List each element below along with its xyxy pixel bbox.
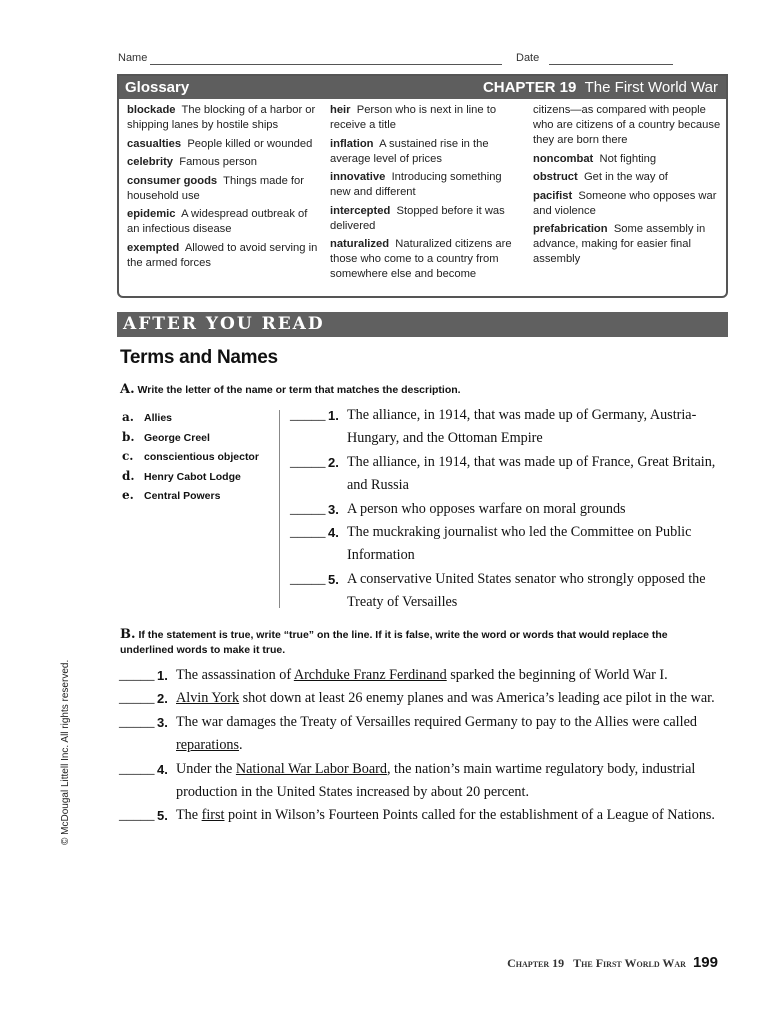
glossary-entry xyxy=(533,170,723,185)
question-text xyxy=(176,690,715,706)
footer-title: The First World War xyxy=(573,956,686,970)
question-text: A person who opposes warfare on moral grounds xyxy=(347,500,626,517)
glossary-definition: A sustained rise in the average level of prices xyxy=(330,137,489,165)
glossary-entry xyxy=(127,155,319,170)
question-item xyxy=(290,568,722,615)
glossary-term: noncombat xyxy=(533,152,594,165)
question-text: The alliance, in 1914, that was made up of France, Great Britain, and Russia xyxy=(347,453,716,494)
glossary-definition: The blocking of a harbor or shipping lanes by hostile ships xyxy=(127,104,316,131)
choice-letter: a. xyxy=(122,410,134,424)
section-a-choices xyxy=(122,408,282,506)
glossary-definition: Allowed to avoid serving in the armed forces xyxy=(127,241,318,269)
section-b-letter: B. xyxy=(120,627,136,642)
choice-text: Allies xyxy=(144,412,173,424)
copyright-notice: © McDougal Littell Inc. All rights reserved. xyxy=(60,659,71,845)
glossary-entry xyxy=(330,170,520,200)
question-item xyxy=(119,687,723,710)
answer-blank[interactable]: _____ xyxy=(290,500,326,517)
question-text-post: sparked the beginning of World War I. xyxy=(446,667,668,683)
glossary-entry xyxy=(127,103,319,133)
question-number: 1. xyxy=(328,408,339,423)
question-number: 1. xyxy=(157,668,168,683)
choice-item xyxy=(122,428,282,448)
underlined-term: Archduke Franz Ferdinand xyxy=(293,667,447,683)
question-number: 2. xyxy=(328,454,339,470)
glossary-entry xyxy=(330,237,520,282)
glossary-definition: Get in the way of xyxy=(583,171,668,183)
page-footer xyxy=(507,954,718,971)
answer-blank[interactable]: _____ xyxy=(290,570,326,587)
answer-blank[interactable]: _____ xyxy=(119,807,155,824)
section-b-instruction xyxy=(120,627,720,658)
date-label: Date xyxy=(516,52,540,64)
question-number: 5. xyxy=(328,571,339,587)
question-text-post: , the nation’s main wartime regulatory body, industrial production in the United States increased by about 20 percent. xyxy=(176,760,696,801)
glossary-entry xyxy=(127,207,319,237)
answer-blank[interactable]: _____ xyxy=(119,667,155,683)
underlined-term: National War Labor Board xyxy=(235,760,387,777)
name-label: Name xyxy=(118,52,148,64)
section-a-instruction xyxy=(120,382,720,398)
glossary-definition: citizens—as compared with people who are citizens of a country because they are born there xyxy=(533,104,721,146)
glossary-header xyxy=(119,76,726,99)
question-number: 3. xyxy=(328,501,339,517)
glossary-entry xyxy=(533,189,723,219)
section-b-questions xyxy=(119,664,723,828)
glossary-definition: Person who is next in line to receive a title xyxy=(330,104,497,131)
question-item xyxy=(119,664,723,687)
answer-blank[interactable]: _____ xyxy=(290,453,326,470)
question-item xyxy=(119,804,723,827)
section-a-letter: A. xyxy=(120,382,135,397)
glossary-term: exempted xyxy=(127,241,180,254)
answer-blank[interactable]: _____ xyxy=(290,524,326,541)
glossary-term: celebrity xyxy=(127,156,174,168)
underlined-term: Alvin York xyxy=(176,690,240,707)
glossary-term: naturalized xyxy=(330,238,390,250)
question-item xyxy=(119,711,723,758)
choice-letter: c. xyxy=(122,449,134,463)
glossary-definition: People killed or wounded xyxy=(187,137,313,150)
glossary-entry xyxy=(330,137,520,167)
glossary-entry xyxy=(127,241,319,271)
answer-blank[interactable]: _____ xyxy=(119,690,155,707)
date-field[interactable] xyxy=(549,64,673,65)
chapter-label: CHAPTER 19 xyxy=(482,79,577,96)
question-text xyxy=(176,761,695,800)
choice-text: George Creel xyxy=(144,431,210,444)
choice-item xyxy=(122,467,282,487)
question-item xyxy=(290,404,722,451)
glossary-definition: Introducing something new and different xyxy=(330,171,502,198)
glossary-term: heir xyxy=(330,104,351,116)
question-text xyxy=(176,714,697,753)
footer-chapter: Chapter 19 xyxy=(507,956,565,970)
glossary-entry xyxy=(533,103,723,148)
glossary-column-2 xyxy=(330,103,520,286)
glossary-definition: Stopped before it was delivered xyxy=(330,204,505,232)
question-number: 4. xyxy=(328,525,339,541)
choice-text: Central Powers xyxy=(144,490,221,502)
glossary-box xyxy=(117,74,728,298)
glossary-definition: Not fighting xyxy=(599,152,657,165)
question-text-pre: Under the xyxy=(176,760,236,777)
glossary-term: obstruct xyxy=(533,171,578,183)
glossary-definition: Famous person xyxy=(179,156,257,168)
question-text xyxy=(176,807,715,823)
choice-letter: e. xyxy=(122,488,134,502)
chapter-heading xyxy=(483,79,718,96)
question-text-pre: The war damages the Treaty of Versailles required Germany to pay to the Allies were called xyxy=(176,713,697,730)
question-item xyxy=(119,758,723,805)
glossary-entry xyxy=(533,222,723,267)
question-text-post: point in Wilson’s Fourteen Points called for the establishment of a League of Nations. xyxy=(224,807,715,824)
section-b-instruction-text: If the statement is true, write “true” on the line. If it is false, write the word or words that would replace the underlined words to make it true. xyxy=(120,629,668,656)
glossary-term: casualties xyxy=(127,137,182,150)
glossary-definition: Naturalized citizens are those who come to a country from somewhere else and become xyxy=(330,238,512,280)
question-item xyxy=(290,451,722,498)
glossary-column-1 xyxy=(127,103,319,274)
choice-text: conscientious objector xyxy=(144,451,259,463)
underlined-term: reparations xyxy=(176,737,240,754)
question-number: 3. xyxy=(157,714,168,730)
choice-item xyxy=(122,408,282,428)
question-item xyxy=(290,498,722,521)
glossary-definition: A widespread outbreak of an infectious disease xyxy=(127,208,308,235)
name-field[interactable] xyxy=(150,64,502,65)
chapter-title: The First World War xyxy=(584,79,718,96)
glossary-term: innovative xyxy=(330,171,386,183)
after-you-read-banner xyxy=(117,312,728,337)
glossary-entry xyxy=(127,137,319,152)
question-text: A conservative United States senator who strongly opposed the Treaty of Versailles xyxy=(347,570,706,611)
divider xyxy=(279,410,280,608)
after-you-read-label: AFTER YOU READ xyxy=(123,314,325,334)
question-text: The muckraking journalist who led the Committee on Public Information xyxy=(347,524,692,564)
section-title: Terms and Names xyxy=(120,347,278,368)
glossary-term: pacifist xyxy=(533,189,573,202)
question-number: 5. xyxy=(157,808,168,824)
glossary-title: Glossary xyxy=(125,79,190,96)
glossary-term: inflation xyxy=(330,137,374,150)
question-text xyxy=(176,667,668,683)
question-text-pre: The assassination of xyxy=(176,667,294,683)
question-text-post: . xyxy=(239,737,243,754)
glossary-entry xyxy=(127,174,319,204)
question-number: 4. xyxy=(157,761,168,777)
glossary-term: consumer goods xyxy=(127,174,218,187)
question-item xyxy=(290,521,722,568)
glossary-entry xyxy=(533,152,723,167)
choice-text: Henry Cabot Lodge xyxy=(144,470,241,483)
glossary-definition: Someone who opposes war and violence xyxy=(533,189,717,217)
underlined-term: first xyxy=(201,807,225,824)
choice-item xyxy=(122,447,282,467)
choice-letter: d. xyxy=(122,468,135,483)
question-text-post: shot down at least 26 enemy planes and was America’s leading ace pilot in the war. xyxy=(239,690,715,707)
answer-blank[interactable]: _____ xyxy=(290,407,326,423)
section-a-questions xyxy=(290,404,722,615)
glossary-column-3 xyxy=(533,103,723,271)
glossary-term: prefabrication xyxy=(533,223,608,235)
glossary-entry xyxy=(330,103,520,133)
question-number: 2. xyxy=(157,691,168,707)
section-a-instruction-text: Write the letter of the name or term that matches the description. xyxy=(137,384,461,396)
glossary-term: epidemic xyxy=(127,208,176,220)
answer-blank[interactable]: _____ xyxy=(119,760,155,777)
glossary-definition: Some assembly in advance, making for easier final assembly xyxy=(533,223,706,265)
answer-blank[interactable]: _____ xyxy=(119,713,155,730)
question-text: The alliance, in 1914, that was made up of Germany, Austria-Hungary, and the Ottoman Empire xyxy=(347,407,697,447)
question-text-pre: The xyxy=(176,807,202,824)
choice-letter: b. xyxy=(122,429,135,444)
glossary-definition: Things made for household use xyxy=(127,174,304,202)
choice-item xyxy=(122,486,282,506)
glossary-entry xyxy=(330,204,520,234)
glossary-term: intercepted xyxy=(330,204,391,217)
glossary-term: blockade xyxy=(127,104,176,116)
page-number: 199 xyxy=(692,954,718,971)
